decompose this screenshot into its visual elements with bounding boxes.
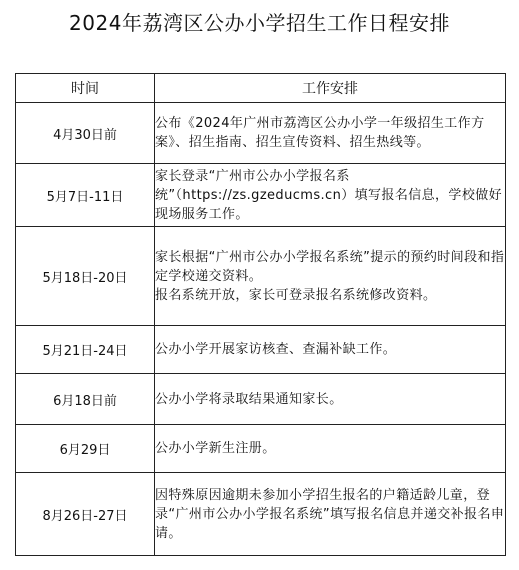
table-row xyxy=(16,326,506,374)
work-text: 公办小学开展家访核查、查漏补缺工作。 xyxy=(155,342,397,357)
work-text: 家长登录“广州市公办小学报名系统”（https://zs.gzeducms.cn）填写报名信息，学校做好现场服务工作。 xyxy=(155,168,503,222)
time-cell: 6月18日前 xyxy=(16,374,155,425)
table-row xyxy=(16,374,506,425)
work-text: 公布《2024年广州市荔湾区公办小学一年级招生工作方案》、招生指南、招生宣传资料、招生热线等。 xyxy=(155,116,485,150)
work-cell xyxy=(155,326,506,374)
time-cell: 5月18日-20日 xyxy=(16,227,155,326)
work-text: 家长根据“广州市公办小学报名系统”提示的预约时间段和指定学校递交资料。 xyxy=(155,249,505,284)
table-row xyxy=(16,164,506,227)
work-cell xyxy=(155,425,506,473)
table-row xyxy=(16,473,506,556)
time-cell: 5月21日-24日 xyxy=(16,326,155,374)
time-cell: 5月7日-11日 xyxy=(16,164,155,227)
work-text: 报名系统开放，家长可登录报名系统修改资料。 xyxy=(155,287,437,303)
table-row xyxy=(16,227,506,326)
table-header-row xyxy=(16,74,506,103)
work-text: 公办小学新生注册。 xyxy=(155,441,276,456)
work-text: 公办小学将录取结果通知家长。 xyxy=(155,391,343,407)
work-cell xyxy=(155,374,506,425)
work-cell xyxy=(155,103,506,164)
time-cell: 6月29日 xyxy=(16,425,155,473)
work-cell xyxy=(155,473,506,556)
header-time: 时间 xyxy=(16,74,155,103)
table-row xyxy=(16,425,506,473)
time-cell: 8月26日-27日 xyxy=(16,473,155,556)
page-title: 2024年荔湾区公办小学招生工作日程安排 xyxy=(69,11,450,35)
time-cell: 4月30日前 xyxy=(16,103,155,164)
header-work: 工作安排 xyxy=(155,74,506,103)
work-text: 因特殊原因逾期未参加小学招生报名的户籍适龄儿童，登录“广州市公办小学报名系统”填写报名信息并递交补报名申请。 xyxy=(155,487,505,541)
work-cell xyxy=(155,227,506,326)
schedule-table xyxy=(15,73,506,556)
table-row xyxy=(16,103,506,164)
work-cell xyxy=(155,164,506,227)
